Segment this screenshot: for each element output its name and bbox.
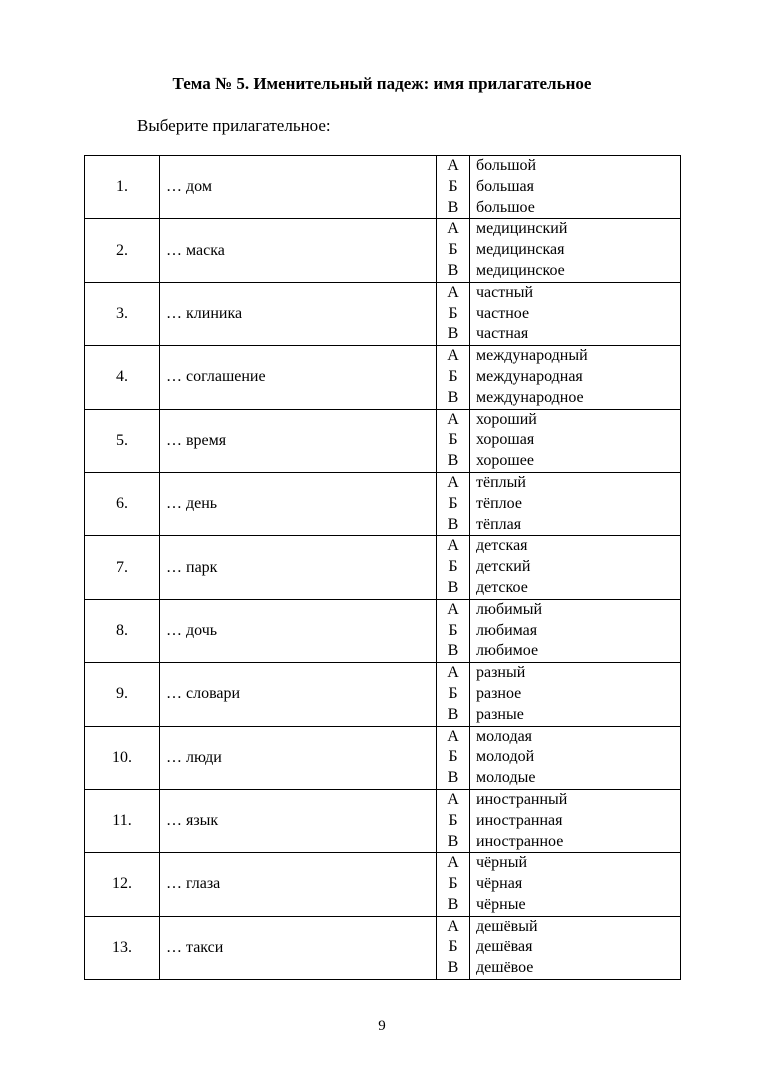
instruction-text: Выберите прилагательное: — [137, 116, 331, 135]
answer-option: медицинский — [476, 220, 568, 238]
option-letter: Б — [448, 558, 458, 576]
item-noun: … люди — [160, 726, 437, 789]
item-number: 1. — [85, 156, 160, 219]
exercise-row — [85, 853, 681, 916]
answer-options — [470, 853, 681, 916]
answer-option: любимая — [476, 621, 538, 639]
answer-option: детский — [476, 558, 531, 576]
answer-option: частный — [476, 283, 534, 301]
answer-option: хороший — [476, 410, 537, 428]
option-letter: А — [447, 537, 459, 555]
item-number: 9. — [85, 663, 160, 726]
answer-option: разные — [476, 705, 524, 723]
answer-option: молодая — [476, 727, 533, 745]
option-letter: А — [447, 917, 459, 935]
answer-option: иностранная — [476, 811, 563, 829]
answer-option: тёплая — [476, 515, 522, 533]
answer-option: иностранный — [476, 790, 568, 808]
option-letter: В — [447, 705, 459, 723]
exercise-row — [85, 282, 681, 345]
item-noun: … день — [160, 472, 437, 535]
option-letters — [437, 853, 470, 916]
option-letter: В — [447, 578, 459, 596]
answer-options — [470, 599, 681, 662]
exercise-table-body — [85, 156, 681, 980]
answer-options — [470, 409, 681, 472]
answer-option: международное — [476, 388, 584, 406]
answer-option: тёплый — [476, 473, 526, 491]
item-noun: … клиника — [160, 282, 437, 345]
option-letters — [437, 346, 470, 409]
item-number: 7. — [85, 536, 160, 599]
item-number: 8. — [85, 599, 160, 662]
answer-option: медицинское — [476, 261, 565, 279]
option-letters — [437, 536, 470, 599]
item-number: 11. — [85, 789, 160, 852]
option-letter: А — [447, 727, 459, 745]
option-letter: Б — [448, 304, 458, 322]
answer-option: тёплое — [476, 494, 522, 512]
option-letter: В — [447, 388, 459, 406]
option-letter: А — [447, 220, 459, 238]
option-letter: Б — [448, 748, 458, 766]
option-letter: А — [447, 664, 459, 682]
item-noun: … глаза — [160, 853, 437, 916]
answer-option: большая — [476, 177, 534, 195]
answer-option: дешёвое — [476, 959, 534, 977]
answer-option: международный — [476, 347, 588, 365]
option-letters — [437, 663, 470, 726]
answer-options — [470, 219, 681, 282]
exercise-row — [85, 346, 681, 409]
option-letter: В — [447, 895, 459, 913]
exercise-row — [85, 599, 681, 662]
answer-option: детское — [476, 578, 528, 596]
item-number: 4. — [85, 346, 160, 409]
answer-option: чёрные — [476, 895, 526, 913]
option-letter: В — [447, 261, 459, 279]
option-letter: В — [447, 642, 459, 660]
page-title: Тема № 5. Именительный падеж: имя прилагательное — [172, 74, 592, 93]
option-letter: В — [447, 769, 459, 787]
option-letter: В — [447, 325, 459, 343]
answer-option: большой — [476, 157, 537, 174]
option-letter: А — [447, 473, 459, 491]
answer-options — [470, 156, 681, 219]
answer-options — [470, 282, 681, 345]
answer-options — [470, 726, 681, 789]
item-noun: … дом — [160, 156, 437, 219]
option-letter: А — [447, 600, 459, 618]
option-letters — [437, 282, 470, 345]
answer-option: большое — [476, 198, 535, 216]
option-letters — [437, 219, 470, 282]
option-letters — [437, 472, 470, 535]
answer-option: молодой — [476, 748, 535, 766]
exercise-row — [85, 409, 681, 472]
item-noun: … словари — [160, 663, 437, 726]
answer-option: любимый — [476, 600, 543, 618]
answer-option: дешёвая — [476, 938, 533, 956]
option-letter: Б — [448, 811, 458, 829]
option-letter: В — [447, 515, 459, 533]
answer-option: хорошая — [476, 431, 535, 449]
answer-option: любимое — [476, 642, 539, 660]
answer-option: чёрная — [476, 875, 523, 893]
item-number: 2. — [85, 219, 160, 282]
option-letter: Б — [448, 875, 458, 893]
exercise-table — [84, 155, 681, 980]
answer-option: детская — [476, 537, 528, 555]
option-letters — [437, 599, 470, 662]
option-letters — [437, 726, 470, 789]
option-letter: Б — [448, 938, 458, 956]
exercise-row — [85, 916, 681, 979]
answer-options — [470, 346, 681, 409]
option-letter: А — [447, 790, 459, 808]
answer-options — [470, 536, 681, 599]
exercise-row — [85, 663, 681, 726]
option-letter: Б — [448, 241, 458, 259]
answer-option: дешёвый — [476, 917, 538, 935]
item-noun: … маска — [160, 219, 437, 282]
option-letter: В — [447, 832, 459, 850]
exercise-row — [85, 156, 681, 219]
item-noun: … язык — [160, 789, 437, 852]
option-letter: А — [447, 157, 459, 174]
option-letter: Б — [448, 431, 458, 449]
item-noun: … такси — [160, 916, 437, 979]
answer-option: частная — [476, 325, 529, 343]
option-letters — [437, 789, 470, 852]
item-number: 12. — [85, 853, 160, 916]
exercise-row — [85, 219, 681, 282]
answer-option: чёрный — [476, 854, 528, 872]
option-letter: А — [447, 283, 459, 301]
item-noun: … парк — [160, 536, 437, 599]
exercise-row — [85, 726, 681, 789]
answer-option: международная — [476, 367, 583, 385]
item-number: 10. — [85, 726, 160, 789]
item-number: 3. — [85, 282, 160, 345]
option-letter: Б — [448, 684, 458, 702]
option-letters — [437, 916, 470, 979]
answer-options — [470, 472, 681, 535]
page-number: 9 — [378, 1018, 386, 1034]
option-letter: Б — [448, 621, 458, 639]
answer-option: молодые — [476, 769, 536, 787]
option-letter: А — [447, 854, 459, 872]
option-letter: В — [447, 452, 459, 470]
answer-option: разный — [476, 664, 526, 682]
item-number: 13. — [85, 916, 160, 979]
option-letters — [437, 409, 470, 472]
answer-option: частное — [476, 304, 530, 322]
answer-options — [470, 663, 681, 726]
answer-option: хорошее — [476, 452, 534, 470]
answer-option: разное — [476, 684, 522, 702]
option-letter: Б — [448, 367, 458, 385]
item-number: 5. — [85, 409, 160, 472]
exercise-row — [85, 789, 681, 852]
option-letter: В — [447, 959, 459, 977]
option-letter: А — [447, 410, 459, 428]
option-letter: В — [447, 198, 459, 216]
option-letter: Б — [448, 177, 458, 195]
answer-options — [470, 789, 681, 852]
exercise-row — [85, 472, 681, 535]
answer-option: медицинская — [476, 241, 565, 259]
answer-option: иностранное — [476, 832, 564, 850]
exercise-row — [85, 536, 681, 599]
option-letter: Б — [448, 494, 458, 512]
item-noun: … соглашение — [160, 346, 437, 409]
option-letters — [437, 156, 470, 219]
answer-options — [470, 916, 681, 979]
option-letter: А — [447, 347, 459, 365]
item-noun: … время — [160, 409, 437, 472]
item-noun: … дочь — [160, 599, 437, 662]
item-number: 6. — [85, 472, 160, 535]
